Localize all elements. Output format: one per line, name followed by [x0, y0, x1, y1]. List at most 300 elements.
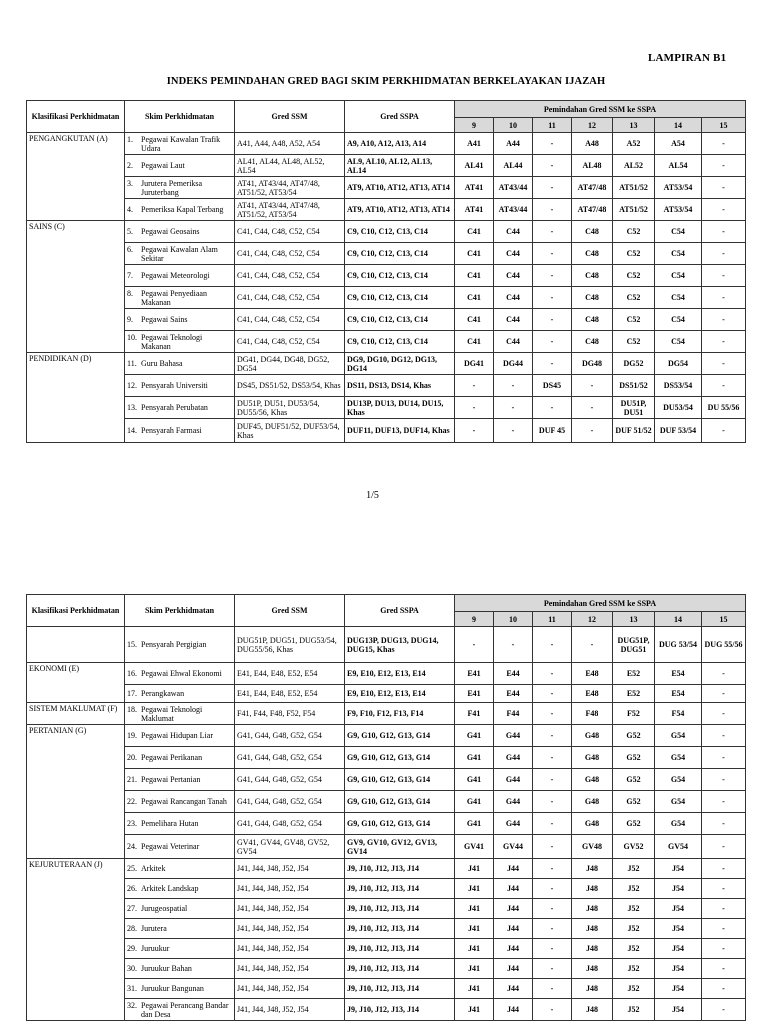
transfer-grade-cell: C52: [613, 287, 655, 309]
header-gred-sspa: Gred SSPA: [345, 595, 455, 627]
scheme-number: 28.: [127, 924, 137, 933]
transfer-grade-cell: J41: [455, 899, 494, 919]
scheme-cell: [125, 835, 235, 859]
transfer-grade-cell: G44: [494, 791, 533, 813]
transfer-grade-cell: E44: [494, 663, 533, 685]
transfer-grade-cell: -: [533, 177, 572, 199]
table-row: [27, 177, 746, 199]
transfer-grade-cell: G44: [494, 769, 533, 791]
gred-ssm-cell: AT41, AT43/44, AT47/48, AT51/52, AT53/54: [235, 177, 345, 199]
scheme-number: 11.: [127, 359, 137, 368]
scheme-number: 30.: [127, 964, 137, 973]
transfer-grade-cell: GV54: [655, 835, 702, 859]
table-row: [27, 919, 746, 939]
transfer-grade-cell: J48: [572, 879, 613, 899]
table-row: [27, 287, 746, 309]
transfer-grade-cell: J48: [572, 939, 613, 959]
transfer-grade-cell: -: [702, 939, 746, 959]
scheme-cell: [125, 265, 235, 287]
scheme-number: 9.: [127, 315, 133, 324]
scheme-number: 1.: [127, 134, 133, 144]
transfer-grade-cell: DUG51P, DUG51: [613, 627, 655, 663]
transfer-grade-cell: E54: [655, 663, 702, 685]
transfer-grade-cell: -: [533, 353, 572, 375]
transfer-grade-cell: E48: [572, 685, 613, 703]
classification-cell: PENGANGKUTAN (A): [27, 133, 125, 221]
transfer-grade-cell: E41: [455, 663, 494, 685]
transfer-grade-cell: -: [702, 959, 746, 979]
transfer-grade-cell: -: [533, 813, 572, 835]
transfer-grade-cell: -: [533, 397, 572, 419]
transfer-grade-cell: -: [702, 243, 746, 265]
scheme-number: 17.: [127, 689, 137, 698]
transfer-grade-cell: J54: [655, 999, 702, 1021]
gred-ssm-cell: A41, A44, A48, A52, A54: [235, 133, 345, 155]
transfer-grade-cell: G54: [655, 725, 702, 747]
gred-ssm-cell: J41, J44, J48, J52, J54: [235, 979, 345, 999]
transfer-grade-cell: AL52: [613, 155, 655, 177]
transfer-grade-cell: J54: [655, 899, 702, 919]
table-row: [27, 879, 746, 899]
transfer-grade-cell: E48: [572, 663, 613, 685]
header-col-12: 12: [572, 612, 613, 627]
scheme-cell: [125, 747, 235, 769]
gred-sspa-cell: J9, J10, J12, J13, J14: [345, 859, 455, 879]
scheme-number: 7.: [127, 271, 133, 280]
transfer-grade-cell: J54: [655, 859, 702, 879]
gred-sspa-cell: AT9, AT10, AT12, AT13, AT14: [345, 177, 455, 199]
transfer-grade-cell: J48: [572, 919, 613, 939]
gred-sspa-cell: C9, C10, C12, C13, C14: [345, 331, 455, 353]
transfer-grade-cell: -: [702, 859, 746, 879]
transfer-grade-cell: F44: [494, 703, 533, 725]
appendix-label: LAMPIRAN B1: [648, 52, 727, 64]
scheme-number: 13.: [127, 403, 137, 412]
transfer-grade-cell: -: [494, 397, 533, 419]
gred-sspa-cell: AT9, AT10, AT12, AT13, AT14: [345, 199, 455, 221]
gred-ssm-cell: C41, C44, C48, C52, C54: [235, 331, 345, 353]
gred-sspa-cell: DU13P, DU13, DU14, DU15, Khas: [345, 397, 455, 419]
transfer-grade-cell: DUF 53/54: [655, 419, 702, 443]
gred-sspa-cell: G9, G10, G12, G13, G14: [345, 769, 455, 791]
transfer-grade-cell: DG44: [494, 353, 533, 375]
table-row: [27, 133, 746, 155]
grade-index-table-page1: [26, 100, 746, 443]
transfer-grade-cell: -: [533, 979, 572, 999]
scheme-name: Juruukur Bahan: [141, 964, 192, 973]
scheme-number: 2.: [127, 161, 133, 170]
header-col-10: 10: [494, 118, 533, 133]
gred-ssm-cell: G41, G44, G48, G52, G54: [235, 769, 345, 791]
scheme-cell: [125, 627, 235, 663]
transfer-grade-cell: J52: [613, 939, 655, 959]
classification-cell: EKONOMI (E): [27, 663, 125, 703]
classification-cell: KEJURUTERAAN (J): [27, 859, 125, 1021]
scheme-number: 23.: [127, 819, 137, 828]
header-col-11: 11: [533, 118, 572, 133]
transfer-grade-cell: DS51/52: [613, 375, 655, 397]
classification-cell: SAINS (C): [27, 221, 125, 353]
gred-ssm-cell: F41, F44, F48, F52, F54: [235, 703, 345, 725]
transfer-grade-cell: -: [702, 419, 746, 443]
transfer-grade-cell: C41: [455, 221, 494, 243]
scheme-number: 20.: [127, 753, 137, 762]
scheme-cell: [125, 769, 235, 791]
transfer-grade-cell: -: [702, 979, 746, 999]
transfer-grade-cell: F48: [572, 703, 613, 725]
gred-sspa-cell: J9, J10, J12, J13, J14: [345, 979, 455, 999]
gred-sspa-cell: G9, G10, G12, G13, G14: [345, 725, 455, 747]
scheme-cell: [125, 353, 235, 375]
transfer-grade-cell: -: [702, 199, 746, 221]
transfer-grade-cell: -: [455, 397, 494, 419]
scheme-number: 18.: [127, 704, 137, 714]
transfer-grade-cell: -: [702, 791, 746, 813]
gred-ssm-cell: DUF45, DUF51/52, DUF53/54, Khas: [235, 419, 345, 443]
gred-ssm-cell: C41, C44, C48, C52, C54: [235, 265, 345, 287]
transfer-grade-cell: C48: [572, 287, 613, 309]
transfer-grade-cell: E44: [494, 685, 533, 703]
transfer-grade-cell: J41: [455, 979, 494, 999]
gred-sspa-cell: J9, J10, J12, J13, J14: [345, 879, 455, 899]
scheme-name: Pegawai Penyediaan Makanan: [141, 288, 207, 307]
transfer-grade-cell: J44: [494, 879, 533, 899]
transfer-grade-cell: J41: [455, 859, 494, 879]
scheme-name: Jurutera Pemeriksa Juruterbang: [141, 178, 203, 197]
scheme-name: Pegawai Teknologi Makanan: [141, 332, 203, 351]
scheme-number: 3.: [127, 178, 133, 188]
transfer-grade-cell: G48: [572, 791, 613, 813]
transfer-grade-cell: G54: [655, 769, 702, 791]
table-row: [27, 397, 746, 419]
transfer-grade-cell: -: [533, 287, 572, 309]
transfer-grade-cell: GV41: [455, 835, 494, 859]
table-row: [27, 939, 746, 959]
header-skim: Skim Perkhidmatan: [125, 595, 235, 627]
gred-ssm-cell: C41, C44, C48, C52, C54: [235, 243, 345, 265]
scheme-cell: [125, 939, 235, 959]
transfer-grade-cell: -: [494, 419, 533, 443]
transfer-grade-cell: DG54: [655, 353, 702, 375]
table-row: [27, 835, 746, 859]
scheme-number: 15.: [127, 640, 137, 649]
scheme-cell: [125, 221, 235, 243]
scheme-name: Pegawai Meteorologi: [141, 271, 210, 280]
gred-sspa-cell: C9, C10, C12, C13, C14: [345, 221, 455, 243]
transfer-grade-cell: -: [533, 747, 572, 769]
scheme-name: Guru Bahasa: [141, 359, 183, 368]
grade-index-table-page2: [26, 594, 746, 1021]
transfer-grade-cell: -: [702, 999, 746, 1021]
transfer-grade-cell: C48: [572, 265, 613, 287]
scheme-name: Pegawai Ehwal Ekonomi: [141, 669, 222, 678]
transfer-grade-cell: J48: [572, 859, 613, 879]
page-number: 1/5: [366, 490, 379, 501]
transfer-grade-cell: DUF 51/52: [613, 419, 655, 443]
transfer-grade-cell: C41: [455, 265, 494, 287]
scheme-number: 22.: [127, 797, 137, 806]
transfer-grade-cell: C48: [572, 309, 613, 331]
scheme-name: Pensyarah Perubatan: [141, 403, 208, 412]
transfer-grade-cell: AT41: [455, 177, 494, 199]
transfer-grade-cell: E41: [455, 685, 494, 703]
transfer-grade-cell: C54: [655, 331, 702, 353]
scheme-cell: [125, 199, 235, 221]
transfer-grade-cell: G54: [655, 747, 702, 769]
transfer-grade-cell: J41: [455, 879, 494, 899]
gred-ssm-cell: J41, J44, J48, J52, J54: [235, 939, 345, 959]
scheme-name: Jurutera: [141, 924, 167, 933]
transfer-grade-cell: C41: [455, 287, 494, 309]
gred-ssm-cell: J41, J44, J48, J52, J54: [235, 859, 345, 879]
scheme-name: Perangkawan: [141, 689, 185, 698]
transfer-grade-cell: -: [572, 397, 613, 419]
transfer-grade-cell: -: [702, 265, 746, 287]
transfer-grade-cell: C48: [572, 221, 613, 243]
table-row: [27, 221, 746, 243]
transfer-grade-cell: -: [702, 769, 746, 791]
scheme-number: 10.: [127, 332, 137, 342]
transfer-grade-cell: -: [533, 769, 572, 791]
gred-sspa-cell: DS11, DS13, DS14, Khas: [345, 375, 455, 397]
transfer-grade-cell: G44: [494, 747, 533, 769]
scheme-number: 12.: [127, 381, 137, 390]
transfer-grade-cell: G41: [455, 769, 494, 791]
classification-cell: PERTANIAN (G): [27, 725, 125, 859]
transfer-grade-cell: J52: [613, 859, 655, 879]
transfer-grade-cell: C44: [494, 221, 533, 243]
transfer-grade-cell: -: [533, 221, 572, 243]
header-col-11: 11: [533, 612, 572, 627]
transfer-grade-cell: -: [702, 685, 746, 703]
scheme-name: Pegawai Perancang Bandar dan Desa: [141, 1000, 229, 1019]
scheme-name: Pegawai Perikanan: [141, 753, 203, 762]
scheme-number: 29.: [127, 944, 137, 953]
transfer-grade-cell: C54: [655, 265, 702, 287]
transfer-grade-cell: J44: [494, 899, 533, 919]
transfer-grade-cell: G48: [572, 747, 613, 769]
transfer-grade-cell: DG41: [455, 353, 494, 375]
transfer-grade-cell: -: [702, 375, 746, 397]
transfer-grade-cell: AL54: [655, 155, 702, 177]
table-row: [27, 243, 746, 265]
scheme-cell: [125, 879, 235, 899]
header-gred-ssm: Gred SSM: [235, 595, 345, 627]
scheme-name: Pemeriksa Kapal Terbang: [141, 205, 224, 214]
transfer-grade-cell: AT43/44: [494, 199, 533, 221]
transfer-grade-cell: J54: [655, 879, 702, 899]
transfer-grade-cell: G44: [494, 725, 533, 747]
gred-ssm-cell: DG41, DG44, DG48, DG52, DG54: [235, 353, 345, 375]
gred-sspa-cell: G9, G10, G12, G13, G14: [345, 747, 455, 769]
header-col-10: 10: [494, 612, 533, 627]
transfer-grade-cell: -: [702, 309, 746, 331]
transfer-grade-cell: DUF 45: [533, 419, 572, 443]
table-row: [27, 685, 746, 703]
transfer-grade-cell: -: [455, 419, 494, 443]
scheme-name: Pegawai Kawalan Alam Sekitar: [141, 244, 218, 263]
transfer-grade-cell: -: [702, 331, 746, 353]
gred-ssm-cell: C41, C44, C48, C52, C54: [235, 309, 345, 331]
transfer-grade-cell: GV48: [572, 835, 613, 859]
table-row: [27, 769, 746, 791]
transfer-grade-cell: C54: [655, 287, 702, 309]
transfer-grade-cell: J48: [572, 959, 613, 979]
gred-ssm-cell: DU51P, DU51, DU53/54, DU55/56, Khas: [235, 397, 345, 419]
transfer-grade-cell: C44: [494, 243, 533, 265]
transfer-grade-cell: -: [533, 685, 572, 703]
classification-cell: SISTEM MAKLUMAT (F): [27, 703, 125, 725]
transfer-grade-cell: AT47/48: [572, 177, 613, 199]
classification-cell: PENDIDIKAN (D): [27, 353, 125, 443]
transfer-grade-cell: -: [533, 999, 572, 1021]
transfer-grade-cell: J54: [655, 979, 702, 999]
transfer-grade-cell: J54: [655, 919, 702, 939]
transfer-grade-cell: C54: [655, 243, 702, 265]
table-row: [27, 899, 746, 919]
transfer-grade-cell: C52: [613, 221, 655, 243]
transfer-grade-cell: G48: [572, 813, 613, 835]
transfer-grade-cell: G52: [613, 769, 655, 791]
transfer-grade-cell: J44: [494, 919, 533, 939]
transfer-grade-cell: G52: [613, 747, 655, 769]
transfer-grade-cell: -: [494, 375, 533, 397]
scheme-cell: [125, 663, 235, 685]
scheme-number: 4.: [127, 205, 133, 214]
transfer-grade-cell: E54: [655, 685, 702, 703]
scheme-name: Juruukur: [141, 944, 170, 953]
table-row: [27, 331, 746, 353]
scheme-name: Pensyarah Farmasi: [141, 426, 202, 435]
transfer-grade-cell: J52: [613, 999, 655, 1021]
transfer-grade-cell: DS45: [533, 375, 572, 397]
header-col-13: 13: [613, 118, 655, 133]
transfer-grade-cell: -: [533, 939, 572, 959]
transfer-grade-cell: C44: [494, 309, 533, 331]
gred-sspa-cell: C9, C10, C12, C13, C14: [345, 309, 455, 331]
transfer-grade-cell: A44: [494, 133, 533, 155]
header-col-9: 9: [455, 612, 494, 627]
header-gred-ssm: Gred SSM: [235, 101, 345, 133]
transfer-grade-cell: -: [702, 353, 746, 375]
scheme-number: 26.: [127, 884, 137, 893]
transfer-grade-cell: -: [533, 879, 572, 899]
header-col-12: 12: [572, 118, 613, 133]
header-col-15: 15: [702, 612, 746, 627]
table-row: [27, 791, 746, 813]
scheme-name: Pensyarah Pergigian: [141, 640, 207, 649]
transfer-grade-cell: AL48: [572, 155, 613, 177]
header-col-9: 9: [455, 118, 494, 133]
transfer-grade-cell: -: [533, 309, 572, 331]
scheme-cell: [125, 813, 235, 835]
scheme-cell: [125, 859, 235, 879]
table-row: [27, 375, 746, 397]
transfer-grade-cell: -: [533, 133, 572, 155]
scheme-number: 6.: [127, 244, 133, 254]
scheme-name: Pemelihara Hutan: [141, 819, 199, 828]
transfer-grade-cell: DU 55/56: [702, 397, 746, 419]
scheme-number: 27.: [127, 904, 137, 913]
table-row: [27, 353, 746, 375]
header-klasifikasi: Klasifikasi Perkhidmatan: [27, 595, 125, 627]
scheme-cell: [125, 287, 235, 309]
transfer-grade-cell: DU53/54: [655, 397, 702, 419]
header-klasifikasi: Klasifikasi Perkhidmatan: [27, 101, 125, 133]
table-row: [27, 703, 746, 725]
transfer-grade-cell: J44: [494, 999, 533, 1021]
gred-ssm-cell: J41, J44, J48, J52, J54: [235, 959, 345, 979]
scheme-number: 24.: [127, 842, 137, 851]
transfer-grade-cell: -: [702, 177, 746, 199]
gred-sspa-cell: DUF11, DUF13, DUF14, Khas: [345, 419, 455, 443]
gred-ssm-cell: J41, J44, J48, J52, J54: [235, 899, 345, 919]
gred-ssm-cell: G41, G44, G48, G52, G54: [235, 791, 345, 813]
transfer-grade-cell: G48: [572, 769, 613, 791]
transfer-grade-cell: C54: [655, 309, 702, 331]
scheme-number: 21.: [127, 775, 137, 784]
gred-sspa-cell: C9, C10, C12, C13, C14: [345, 243, 455, 265]
header-col-14: 14: [655, 118, 702, 133]
scheme-name: Pegawai Pertanian: [141, 775, 201, 784]
gred-sspa-cell: DUG13P, DUG13, DUG14, DUG15, Khas: [345, 627, 455, 663]
transfer-grade-cell: C54: [655, 221, 702, 243]
table-row: [27, 959, 746, 979]
gred-sspa-cell: G9, G10, G12, G13, G14: [345, 791, 455, 813]
scheme-number: 14.: [127, 426, 137, 435]
transfer-grade-cell: J44: [494, 959, 533, 979]
transfer-grade-cell: G41: [455, 725, 494, 747]
transfer-grade-cell: -: [533, 725, 572, 747]
document-title: INDEKS PEMINDAHAN GRED BAGI SKIM PERKHIDMATAN BERKELAYAKAN IJAZAH: [166, 76, 606, 87]
scheme-cell: [125, 899, 235, 919]
table-row: [27, 979, 746, 999]
transfer-grade-cell: C44: [494, 331, 533, 353]
scheme-number: 5.: [127, 227, 133, 236]
transfer-grade-cell: J48: [572, 979, 613, 999]
scheme-name: Pegawai Veterinar: [141, 842, 200, 851]
header-col-15: 15: [702, 118, 746, 133]
transfer-grade-cell: G41: [455, 747, 494, 769]
gred-sspa-cell: C9, C10, C12, C13, C14: [345, 287, 455, 309]
header-skim: Skim Perkhidmatan: [125, 101, 235, 133]
transfer-grade-cell: G52: [613, 791, 655, 813]
transfer-grade-cell: GV52: [613, 835, 655, 859]
transfer-grade-cell: -: [572, 375, 613, 397]
transfer-grade-cell: E52: [613, 685, 655, 703]
transfer-grade-cell: -: [533, 663, 572, 685]
transfer-grade-cell: E52: [613, 663, 655, 685]
scheme-number: 19.: [127, 731, 137, 740]
scheme-name: Pegawai Teknologi Maklumat: [141, 704, 203, 723]
transfer-grade-cell: A41: [455, 133, 494, 155]
scheme-cell: [125, 725, 235, 747]
transfer-grade-cell: -: [572, 419, 613, 443]
gred-ssm-cell: J41, J44, J48, J52, J54: [235, 919, 345, 939]
transfer-grade-cell: -: [702, 155, 746, 177]
header-col-13: 13: [613, 612, 655, 627]
transfer-grade-cell: AT43/44: [494, 177, 533, 199]
transfer-grade-cell: DG52: [613, 353, 655, 375]
scheme-cell: [125, 685, 235, 703]
transfer-grade-cell: -: [702, 703, 746, 725]
scheme-name: Pegawai Hidupan Liar: [141, 731, 213, 740]
gred-ssm-cell: J41, J44, J48, J52, J54: [235, 999, 345, 1021]
transfer-grade-cell: DUG 53/54: [655, 627, 702, 663]
gred-sspa-cell: DG9, DG10, DG12, DG13, DG14: [345, 353, 455, 375]
scheme-name: Jurugeospatial: [141, 904, 188, 913]
scheme-cell: [125, 919, 235, 939]
